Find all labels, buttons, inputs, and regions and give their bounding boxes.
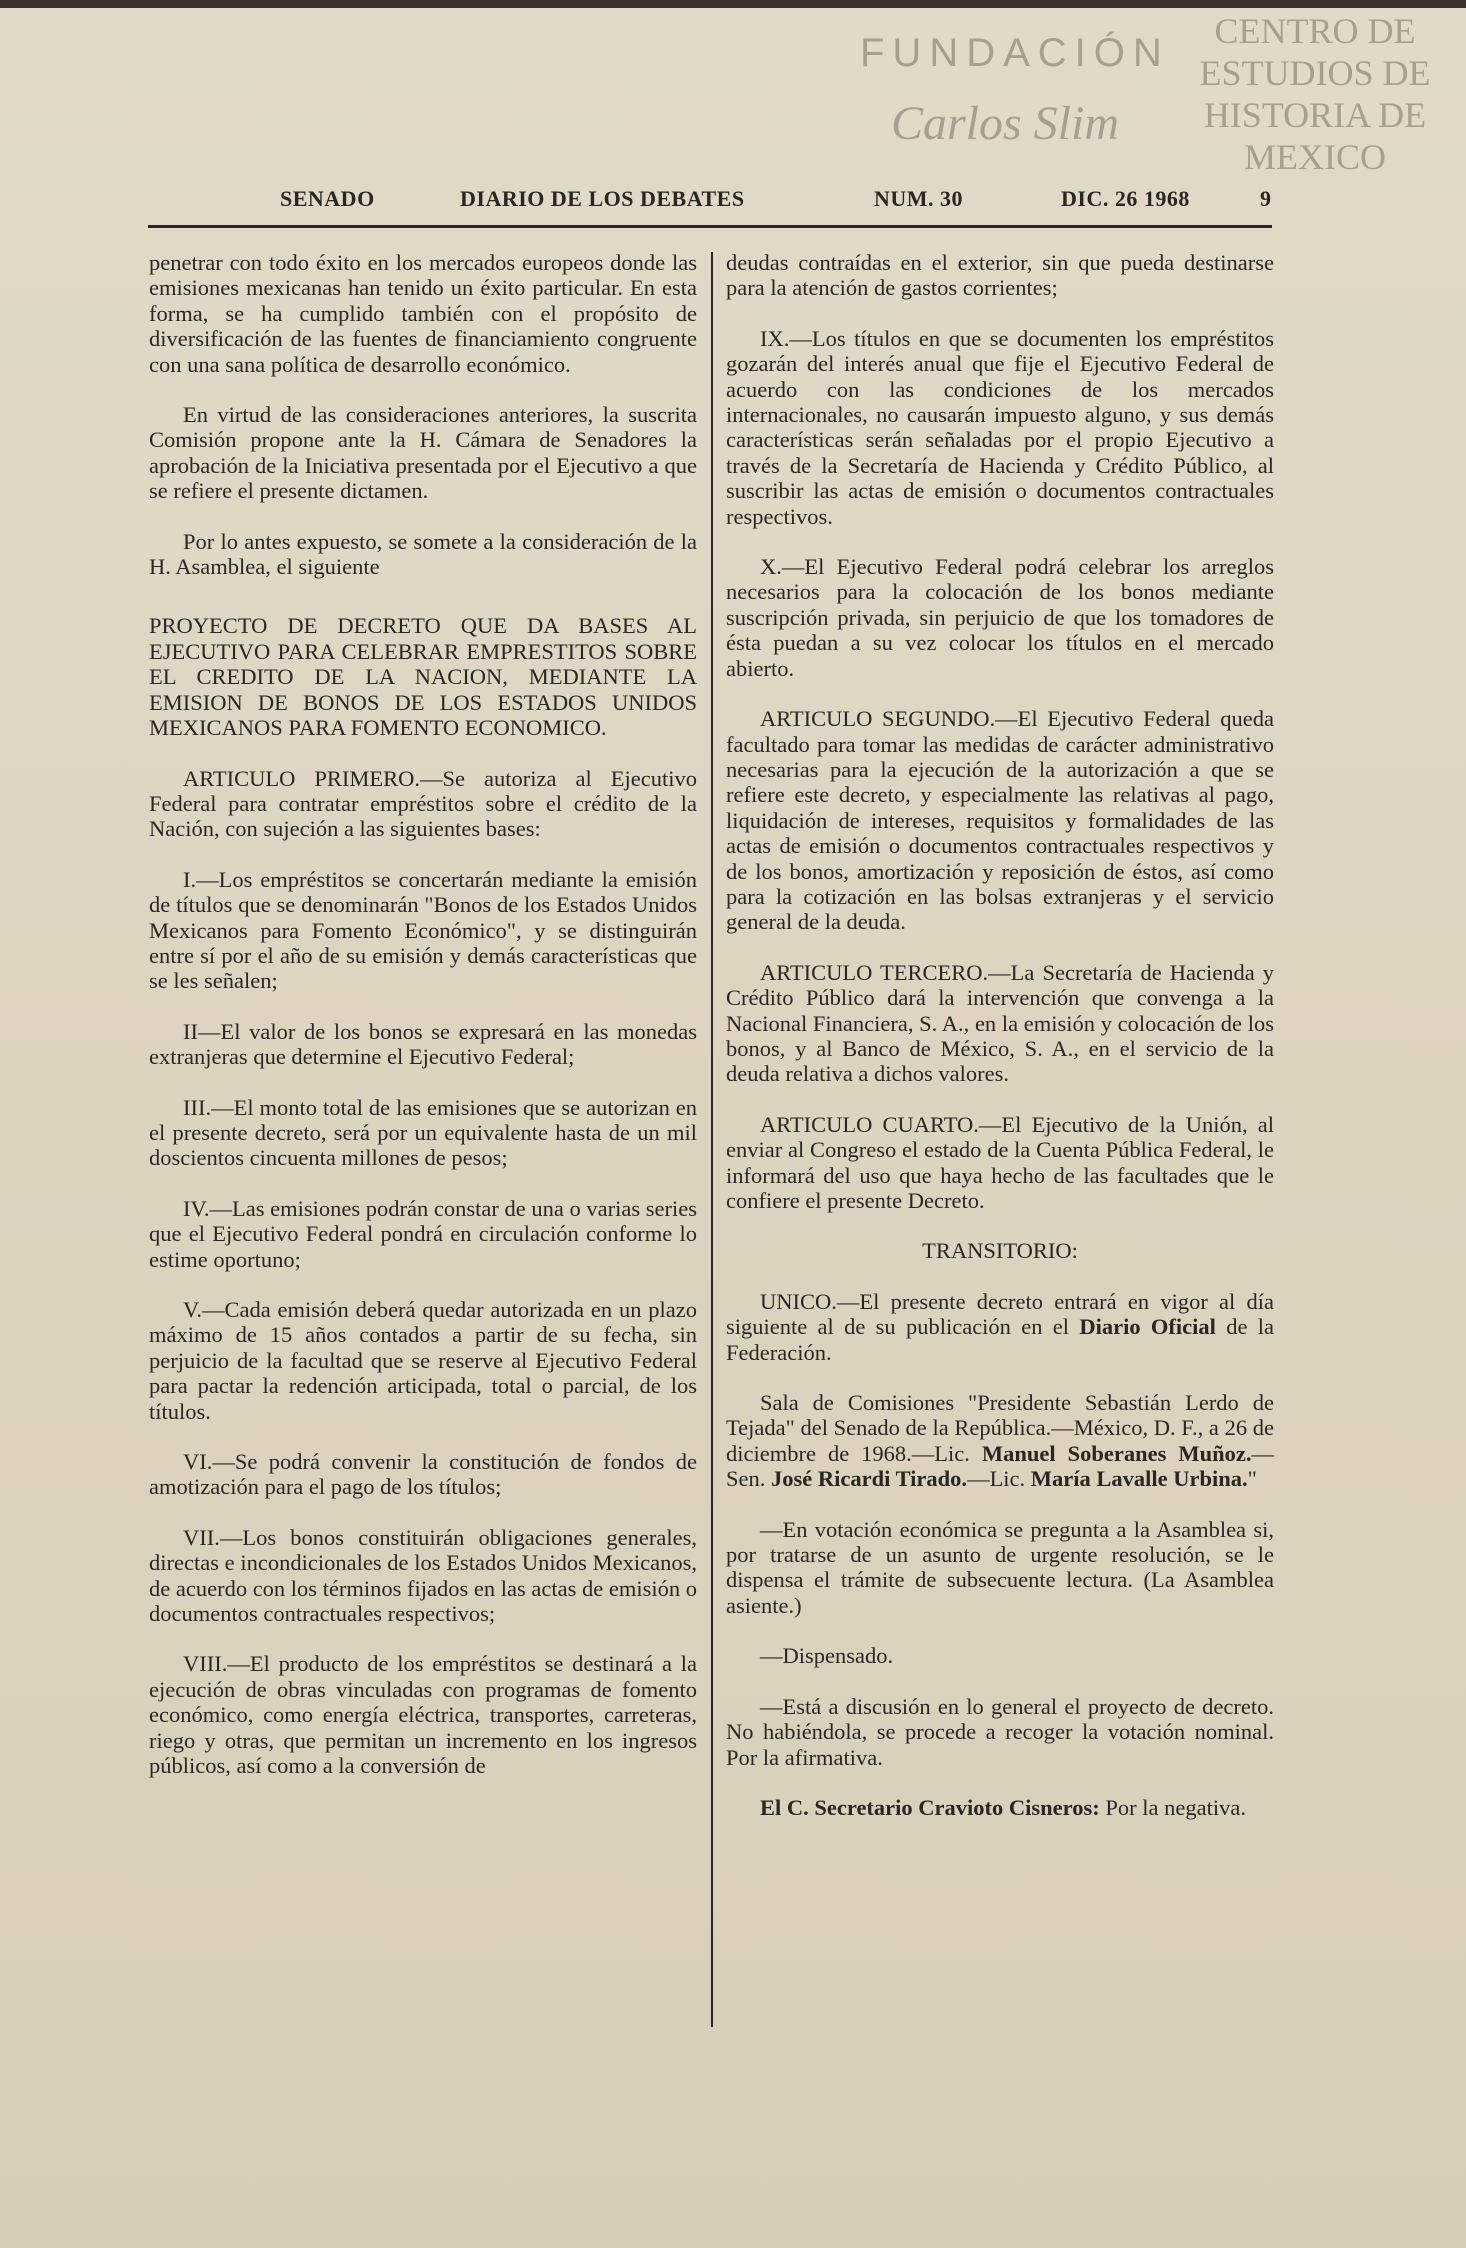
clause-viii: VIII.—El producto de los empréstitos se destinará a la ejecución de obras vinculadas con programas de fomento económico, como energía eléctrica, transportes, carreteras, riego y otras, que permitan un incremento en los ingresos públicos, así como a la conversión de xyxy=(149,1651,697,1779)
text: de la Federación. xyxy=(726,1314,1274,1365)
clause-vi: VI.—Se podrá convenir la constitución de fondos de amotización para el pago de los títulos; xyxy=(149,1449,697,1500)
watermark-fundacion: FUNDACIÓN xyxy=(860,31,1170,75)
text: Por la negativa. xyxy=(1099,1794,1246,1820)
header-title: DIARIO DE LOS DEBATES xyxy=(460,186,745,211)
header-number: NUM. 30 xyxy=(874,186,964,211)
paragraph xyxy=(726,1795,1274,1820)
decree-title: PROYECTO DE DECRETO QUE DA BASES AL EJECUTIVO PARA CELEBRAR EMPRESTITOS SOBRE EL CREDITO DE LA NACION, MEDIANTE LA EMISION DE BONOS DE LOS ESTADOS UNIDOS MEXICANOS PARA FOMENTO ECONOMICO. xyxy=(149,613,697,741)
clause-iv: IV.—Las emisiones podrán constar de una o varias series que el Ejecutivo Federal pondrá en circulación conforme lo estime oportuno; xyxy=(149,1195,697,1272)
paragraph: —Está a discusión en lo general el proyecto de decreto. No habiéndola, se procede a recoger la votación nominal. Por la afirmativa. xyxy=(726,1693,1274,1770)
paragraph: Por lo antes expuesto, se somete a la consideración de la H. Asamblea, el siguiente xyxy=(149,528,697,580)
article-tercero: ARTICULO TERCERO.—La Secretaría de Hacienda y Crédito Público dará la intervención que convenga a la Nacional Financiera, S. A., en la emisión y colocación de los bonos, y al Banco de México, S. A., en el servicio de la deuda relativa a dichos valores. xyxy=(726,959,1274,1087)
text: UNICO.—El presente decreto entrará en vigor al día siguiente al de su publicación en el xyxy=(726,1288,1274,1340)
signer: Manuel Soberanes Muñoz. xyxy=(981,1440,1252,1466)
page-top-edge xyxy=(0,0,1466,8)
clause-ii: II—El valor de los bonos se expresará en las monedas extranjeras que determine el Ejecutivo Federal; xyxy=(149,1018,697,1070)
right-column xyxy=(726,250,1274,1845)
clause-ix: IX.—Los títulos en que se documenten los empréstitos gozarán del interés anual que fije el Ejecutivo Federal de acuerdo con las condiciones de los mercados internacionales, no causarán impuesto alguno, y sus demás características serán señaladas por el propio Ejecutivo a través de la Secretaría de Hacienda y Crédito Público, al suscribir las actas de emisión o documentos contractuales respectivos. xyxy=(726,325,1274,529)
text: " xyxy=(1247,1466,1257,1492)
signer: José Ricardi Tirado. xyxy=(771,1466,968,1492)
transitorio-heading: TRANSITORIO: xyxy=(922,1238,1078,1264)
running-header xyxy=(280,186,1270,216)
clause-iii: III.—El monto total de las emisiones que se autorizan en el presente decreto, será por un equivalente hasta de un mil doscientos cincuenta millones de pesos; xyxy=(149,1094,697,1171)
text: —Lic. xyxy=(967,1466,1031,1492)
clause-v: V.—Cada emisión deberá quedar autorizada en un plazo máximo de 15 años contados a partir de su fecha, sin perjuicio de la facultad que se reserve al Ejecutivo Federal para pactar la redención articipada, total o parcial, de los títulos. xyxy=(149,1297,697,1424)
text: Sala de Comisiones "Presidente Sebastián Lerdo de Tejada" del Senado de la República.—México, D. F., a 26 de diciembre de 1968.—Lic. xyxy=(726,1390,1274,1466)
header-section: SENADO xyxy=(280,186,375,211)
watermark-carlos-slim: Carlos Slim xyxy=(890,97,1120,150)
article-unico xyxy=(726,1289,1274,1365)
paragraph: deudas contraídas en el exterior, sin que pueda destinarse para la atención de gastos corrientes; xyxy=(726,250,1274,301)
paragraph: —Dispensado. xyxy=(760,1643,894,1669)
header-rule xyxy=(148,225,1272,228)
page-number: 9 xyxy=(1260,186,1272,211)
text: —Sen. xyxy=(726,1440,1274,1492)
article-cuarto: ARTICULO CUARTO.—El Ejecutivo de la Unión, al enviar al Congreso el estado de la Cuenta Pública Federal, le informará del uso que haya hecho de las facultades que le confiere el presente Decreto. xyxy=(726,1111,1274,1213)
paragraph: —En votación económica se pregunta a la Asamblea si, por tratarse de un asunto de urgente resolución, se le dispensa el trámite de subsecuente lectura. (La Asamblea asiente.) xyxy=(726,1516,1274,1618)
clause-x: X.—El Ejecutivo Federal podrá celebrar los arreglos necesarios para la colocación de los bonos mediante suscripción privada, sin perjuicio de que los tomadores de ésta puedan a su vez colocar los títulos en el mercado abierto. xyxy=(726,554,1274,681)
bold-text: Diario Oficial xyxy=(1079,1314,1216,1340)
article-primero: ARTICULO PRIMERO.—Se autoriza al Ejecutivo Federal para contratar empréstitos sobre el crédito de la Nación, con sujeción a las siguientes bases: xyxy=(149,765,697,842)
left-column xyxy=(149,250,697,1804)
paragraph: penetrar con todo éxito en los mercados europeos donde las emisiones mexicanas han tenido un éxito particular. En esta forma, se ha cumplido también con el propósito de diversificación de las fuentes de financiamiento congruente con una sana política de desarrollo económico. xyxy=(149,250,697,377)
paragraph: En virtud de las consideraciones anteriores, la suscrita Comisión propone ante la H. Cámara de Senadores la aprobación de la Iniciativa presentada por el Ejecutivo a que se refiere el presente dictamen. xyxy=(149,402,697,504)
article-segundo: ARTICULO SEGUNDO.—El Ejecutivo Federal queda facultado para tomar las medidas de carácter administrativo necesarias para la ejecución de la autorización a que se refiere este decreto, y especialmente las relativas al pago, liquidación de intereses, requisitos y formalidades de las actas de emisión o documentos contractuales respectivos y de los bonos, amortización y reposición de éstos, así como para la cotización en las bolsas extranjeras y el servicio general de la deuda. xyxy=(726,706,1274,935)
clause-i: I.—Los empréstitos se concertarán mediante la emisión de títulos que se denominarán "Bonos de los Estados Unidos Mexicanos para Fomento Económico", y se distinguirán entre sí por el año de su emisión y demás características que se les señalen; xyxy=(149,866,697,994)
clause-vii: VII.—Los bonos constituirán obligaciones generales, directas e incondicionales de los Estados Unidos Mexicanos, de acuerdo con los términos fijados en las actas de emisión o documentos contractuales respectivos; xyxy=(149,1524,697,1627)
watermark-centro-estudios: CENTRO DE ESTUDIOS DE HISTORIA DE MEXICO xyxy=(1199,11,1431,177)
signatures xyxy=(726,1390,1274,1492)
signer: María Lavalle Urbina. xyxy=(1030,1466,1248,1492)
column-divider xyxy=(711,252,713,2027)
speaker: El C. Secretario Cravioto Cisneros: xyxy=(760,1794,1100,1820)
header-date: DIC. 26 1968 xyxy=(1061,186,1190,211)
